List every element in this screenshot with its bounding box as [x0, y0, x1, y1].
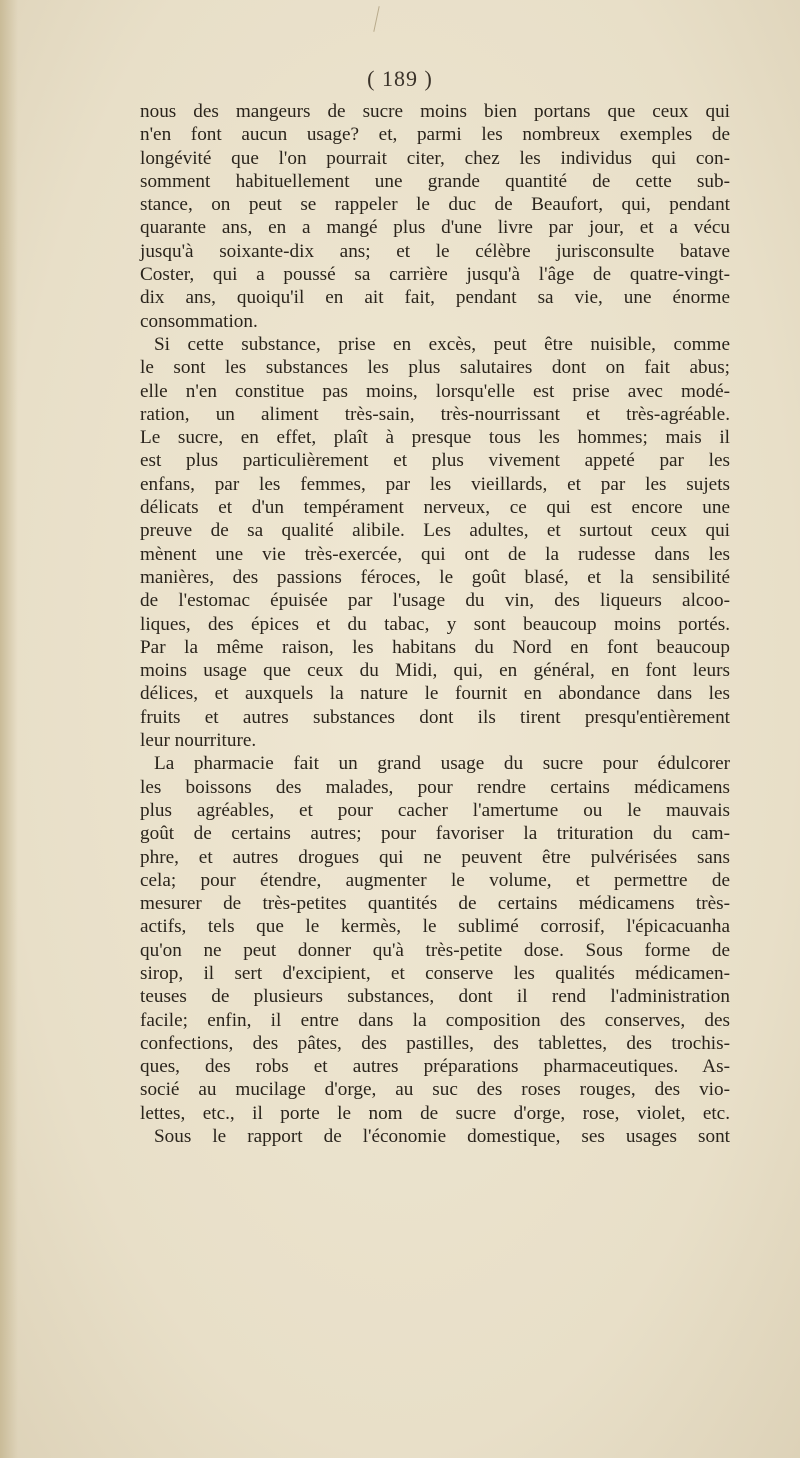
text-line: moins usage que ceux du Midi, qui, en général, en font leurs: [140, 660, 730, 682]
text-line: n'en font aucun usage? et, parmi les nombreux exemples de: [140, 124, 730, 146]
body-text: [140, 100, 730, 1148]
text-line: délices, et auxquels la nature le fournit en abondance dans les: [140, 683, 730, 705]
paragraph-start-line: Si cette substance, prise en excès, peut être nuisible, comme: [154, 333, 730, 355]
text-line: ques, des robs et autres préparations pharmaceutiques. As-: [140, 1056, 730, 1078]
text-line: consommation.: [140, 310, 258, 332]
text-line: phre, et autres drogues qui ne peuvent être pulvérisées sans: [140, 846, 730, 868]
text-line: longévité que l'on pourrait citer, chez les individus qui con-: [140, 147, 730, 169]
page-edge-shadow: [0, 0, 18, 1458]
text-line: jusqu'à soixante-dix ans; et le célèbre jurisconsulte batave: [140, 240, 730, 262]
text-line: Par la même raison, les habitans du Nord en font beaucoup: [140, 636, 730, 658]
text-line: ration, un aliment très-sain, très-nourrissant et très-agréable.: [140, 403, 730, 425]
text-line: le sont les substances les plus salutaires dont on fait abus;: [140, 357, 730, 379]
text-line: mènent une vie très-exercée, qui ont de la rudesse dans les: [140, 543, 730, 565]
text-line: actifs, tels que le kermès, le sublimé corrosif, l'épicacuanha: [140, 916, 730, 938]
text-line: confections, des pâtes, des pastilles, des tablettes, des trochis-: [140, 1032, 730, 1054]
text-line: lettes, etc., il porte le nom de sucre d'orge, rose, violet, etc.: [140, 1102, 730, 1124]
text-line: teuses de plusieurs substances, dont il rend l'administration: [140, 986, 730, 1008]
text-line: dix ans, quoiqu'il en ait fait, pendant sa vie, une énorme: [140, 287, 730, 309]
text-line: leur nourriture.: [140, 730, 257, 752]
text-line: mesurer de très-petites quantités de certains médicamens très-: [140, 893, 730, 915]
text-line: nous des mangeurs de sucre moins bien portans que ceux qui: [140, 101, 730, 122]
text-line: liques, des épices et du tabac, y sont beaucoup moins portés.: [140, 613, 730, 635]
text-line: les boissons des malades, pour rendre certains médicamens: [140, 776, 730, 798]
text-line: est plus particulièrement et plus vivement appeté par les: [140, 450, 730, 472]
text-line: de l'estomac épuisée par l'usage du vin, des liqueurs alcoo-: [140, 590, 730, 612]
text-line: goût de certains autres; pour favoriser la trituration du cam-: [140, 823, 730, 845]
text-line: preuve de sa qualité alibile. Les adultes, et surtout ceux qui: [140, 520, 730, 542]
text-line: cela; pour étendre, augmenter le volume, et permettre de: [140, 869, 730, 891]
text-line: sirop, il sert d'excipient, et conserve les qualités médicamen-: [140, 962, 730, 984]
text-line: fruits et autres substances dont ils tirent presqu'entièrement: [140, 706, 730, 728]
paper-mark: [373, 6, 379, 32]
text-line: socié au mucilage d'orge, au suc des roses rouges, des vio-: [140, 1079, 730, 1101]
text-line: qu'on ne peut donner qu'à très-petite dose. Sous forme de: [140, 939, 730, 961]
page-number-header: ( 189 ): [367, 66, 433, 91]
text-line: manières, des passions féroces, le goût blasé, et la sensibilité: [140, 566, 730, 588]
text-line: Coster, qui a poussé sa carrière jusqu'à l'âge de quatre-vingt-: [140, 264, 730, 286]
paragraph-start-line: Sous le rapport de l'économie domestique, ses usages sont: [154, 1126, 730, 1148]
text-line: délicats et d'un tempérament nerveux, ce qui est encore une: [140, 497, 730, 519]
text-line: plus agréables, et pour cacher l'amertume ou le mauvais: [140, 799, 730, 821]
text-line: elle n'en constitue pas moins, lorsqu'elle est prise avec modé-: [140, 380, 730, 402]
paragraph-start-line: La pharmacie fait un grand usage du sucre pour édulcorer: [154, 753, 730, 775]
text-line: quarante ans, en a mangé plus d'une livre par jour, et a vécu: [140, 217, 730, 239]
text-line: facile; enfin, il entre dans la composition des conserves, des: [140, 1009, 730, 1031]
text-line: enfans, par les femmes, par les vieillards, et par les sujets: [140, 473, 730, 495]
text-line: Le sucre, en effet, plaît à presque tous les hommes; mais il: [140, 427, 730, 449]
text-line: somment habituellement une grande quantité de cette sub-: [140, 170, 730, 192]
text-line: stance, on peut se rappeler le duc de Beaufort, qui, pendant: [140, 194, 730, 216]
